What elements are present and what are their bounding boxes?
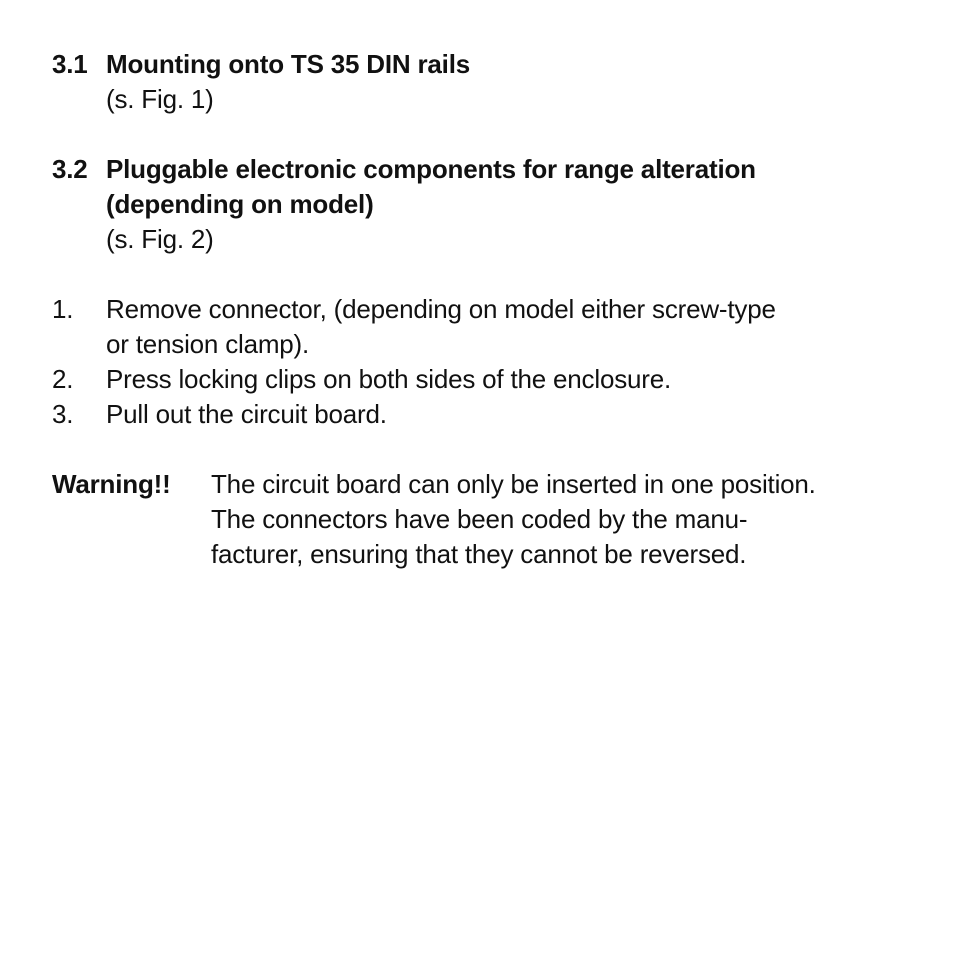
step-number: 1. — [52, 294, 74, 324]
section-body — [106, 47, 932, 117]
warning-label: Warning!! — [52, 469, 171, 499]
section-number: 3.2 — [52, 154, 88, 184]
warning-text-line-3: facturer, ensuring that they cannot be reversed. — [211, 539, 747, 569]
figure-reference: (s. Fig. 1) — [106, 84, 214, 114]
document-page — [52, 47, 932, 572]
section-3-1 — [52, 47, 932, 117]
step-text-line-1: Press locking clips on both sides of the enclosure. — [106, 364, 671, 394]
section-body — [106, 152, 932, 257]
spacer — [52, 117, 932, 152]
section-number: 3.1 — [52, 49, 88, 79]
figure-reference: (s. Fig. 2) — [106, 224, 214, 254]
step-number: 2. — [52, 364, 74, 394]
step-text — [106, 397, 932, 432]
warning-text-line-2: The connectors have been coded by the manu- — [211, 504, 748, 534]
step-text — [106, 362, 932, 397]
step-text-line-2: or tension clamp). — [106, 329, 310, 359]
list-item — [52, 292, 932, 362]
section-title: Mounting onto TS 35 DIN rails — [106, 49, 470, 79]
section-title-line-2: (depending on model) — [106, 189, 374, 219]
section-title-line-1: Pluggable electronic components for range alteration — [106, 154, 756, 184]
steps-list — [52, 292, 932, 432]
list-item — [52, 397, 932, 432]
warning-text — [211, 467, 932, 572]
spacer — [52, 432, 932, 467]
list-item — [52, 362, 932, 397]
warning-text-line-1: The circuit board can only be inserted in one position. — [211, 469, 816, 499]
spacer — [52, 257, 932, 292]
step-text-line-1: Remove connector, (depending on model either screw-type — [106, 294, 776, 324]
step-text-line-1: Pull out the circuit board. — [106, 399, 387, 429]
step-number: 3. — [52, 399, 74, 429]
section-3-2 — [52, 152, 932, 257]
step-text — [106, 292, 932, 362]
warning-block — [52, 467, 932, 572]
